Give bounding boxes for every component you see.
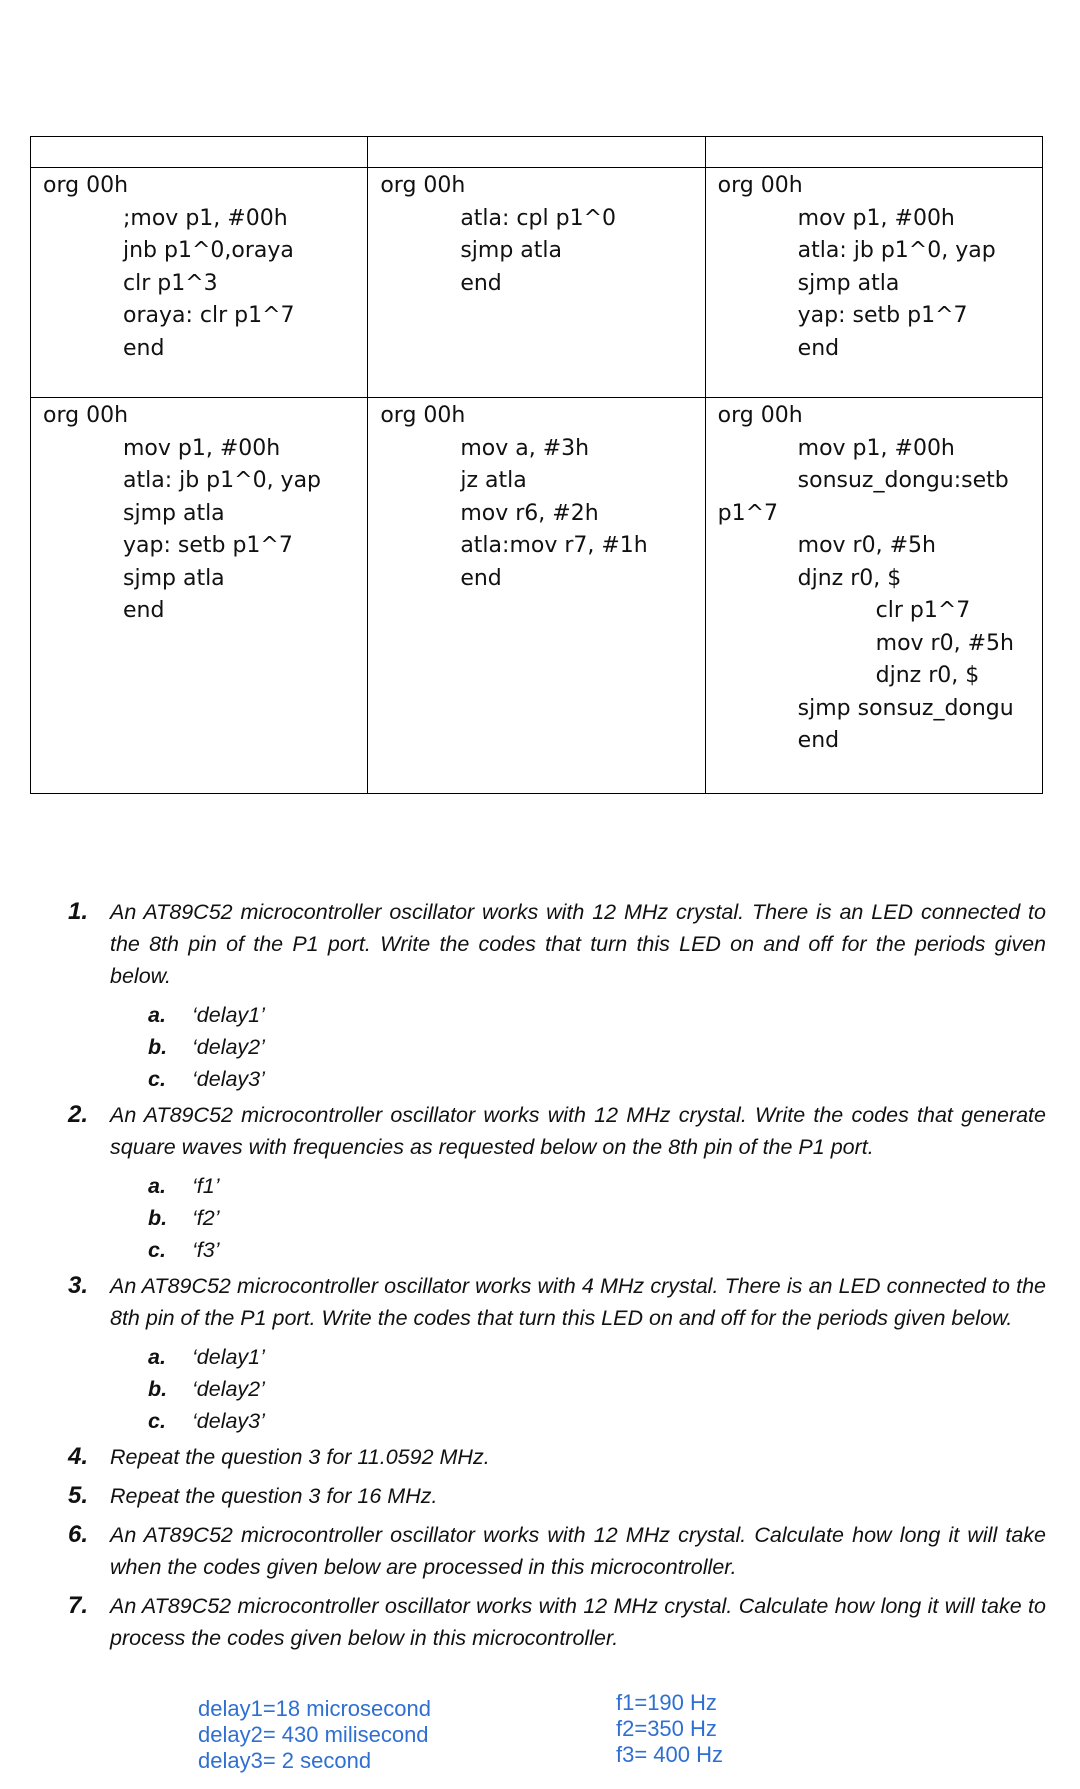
- sub-item-letter: b.: [148, 1035, 168, 1059]
- sub-item-text: ‘delay3’: [192, 1409, 265, 1433]
- question-number: 5.: [68, 1482, 89, 1509]
- code-cell: [368, 168, 705, 398]
- sub-item-letter: c.: [148, 1238, 166, 1262]
- question-item: [64, 1480, 1046, 1512]
- question-text: An AT89C52 microcontroller oscillator works with 12 MHz crystal. Write the codes that generate square waves with frequencies as requested below on the 8th pin of the P1 port.: [110, 1103, 1046, 1159]
- sub-item: [64, 999, 1046, 1031]
- sub-item-text: ‘delay3’: [192, 1067, 265, 1091]
- code-cell: [705, 168, 1042, 398]
- sub-item-list: [64, 999, 1046, 1095]
- code-cell: [31, 168, 368, 398]
- code-line: sjmp sonsuz_dongu: [797, 695, 1014, 721]
- question-number: 3.: [68, 1272, 89, 1299]
- question-item: [64, 1590, 1046, 1654]
- sub-item-text: ‘delay1’: [192, 1003, 265, 1027]
- sub-item-text: ‘f2’: [192, 1206, 220, 1230]
- code-line: sjmp atla: [123, 500, 225, 526]
- delay-value: delay2= 430 milisecond: [198, 1722, 429, 1747]
- code-line: atla: jb p1^0, yap: [123, 468, 322, 493]
- code-line: djnz r0, $: [875, 663, 980, 688]
- code-line: org 00h: [717, 403, 803, 428]
- code-line: end: [797, 335, 840, 361]
- code-line: atla:mov r7, #1h: [460, 533, 648, 558]
- sub-item: [64, 1341, 1046, 1373]
- empty-cell: [31, 137, 368, 168]
- sub-item-list: [64, 1341, 1046, 1437]
- sub-item-letter: a.: [148, 1003, 166, 1027]
- code-line: end: [123, 335, 165, 361]
- code-line: yap: setb p1^7: [797, 303, 968, 328]
- code-line: sjmp atla: [123, 565, 225, 591]
- question-item: [64, 1519, 1046, 1583]
- code-line: end: [797, 728, 840, 753]
- sub-item: [64, 1063, 1046, 1095]
- frequency-value: f2=350 Hz: [616, 1716, 717, 1741]
- sub-item: [64, 1405, 1046, 1437]
- question-number: 6.: [68, 1521, 89, 1548]
- code-line: mov p1, #00h: [123, 435, 281, 461]
- question-list: [64, 896, 1046, 1661]
- sub-item-text: ‘delay2’: [192, 1377, 265, 1401]
- sub-item-text: ‘delay2’: [192, 1035, 265, 1059]
- sub-item: [64, 1031, 1046, 1063]
- sub-item: [64, 1170, 1046, 1202]
- code-table: [30, 136, 1043, 794]
- table-header-row: [31, 137, 1043, 168]
- sub-item-text: ‘f3’: [192, 1238, 220, 1262]
- code-line: end: [123, 598, 165, 623]
- delay-value: delay3= 2 second: [198, 1748, 372, 1773]
- empty-cell: [705, 137, 1042, 168]
- code-line: ;mov p1, #00h: [123, 205, 288, 231]
- table-row: [31, 168, 1043, 398]
- sub-item-list: [64, 1170, 1046, 1266]
- sub-item-letter: b.: [148, 1206, 168, 1230]
- sub-item: [64, 1202, 1046, 1234]
- code-line: clr p1^7: [875, 598, 971, 623]
- code-line: sjmp atla: [460, 238, 562, 263]
- code-line: org 00h: [380, 173, 466, 198]
- question-item: [64, 896, 1046, 992]
- code-line: atla: jb p1^0, yap: [797, 238, 996, 263]
- question-text: An AT89C52 microcontroller oscillator works with 12 MHz crystal. Calculate how long it will take when the codes given below are processed in this microcontroller.: [110, 1523, 1046, 1579]
- code-line: sonsuz_dongu:setb: [797, 468, 1009, 493]
- sub-item-letter: c.: [148, 1409, 166, 1433]
- code-line: jz atla: [460, 468, 527, 493]
- frequency-values: [616, 1690, 723, 1768]
- code-line: end: [460, 565, 502, 591]
- delay-value: delay1=18 microsecond: [198, 1696, 431, 1721]
- code-cell: [368, 398, 705, 794]
- code-line: djnz r0, $: [797, 565, 902, 591]
- sub-item-letter: c.: [148, 1067, 166, 1091]
- question-item: [64, 1099, 1046, 1163]
- code-line: jnb p1^0,oraya: [123, 238, 294, 263]
- code-line: mov r0, #5h: [797, 533, 936, 558]
- table-row: [31, 398, 1043, 794]
- question-number: 1.: [68, 898, 89, 925]
- question-item: [64, 1270, 1046, 1334]
- code-line: p1^7: [717, 500, 779, 526]
- code-line: mov a, #3h: [460, 435, 590, 461]
- question-text: An AT89C52 microcontroller oscillator works with 12 MHz crystal. There is an LED connected to the 8th pin of the P1 port. Write the codes that turn this LED on and off for the periods given below.: [110, 900, 1046, 988]
- code-line: mov r0, #5h: [875, 630, 1014, 656]
- sub-item: [64, 1373, 1046, 1405]
- question-text: Repeat the question 3 for 16 MHz.: [110, 1484, 438, 1508]
- code-line: yap: setb p1^7: [123, 533, 293, 558]
- sub-item: [64, 1234, 1046, 1266]
- code-line: mov r6, #2h: [460, 500, 599, 526]
- frequency-value: f3= 400 Hz: [616, 1742, 724, 1767]
- code-line: mov p1, #00h: [797, 435, 955, 461]
- sub-item-letter: b.: [148, 1377, 168, 1401]
- code-line: atla: cpl p1^0: [460, 205, 616, 231]
- question-number: 7.: [68, 1592, 89, 1619]
- sub-item-text: ‘delay1’: [192, 1345, 265, 1369]
- question-text: An AT89C52 microcontroller oscillator works with 4 MHz crystal. There is an LED connected to the 8th pin of the P1 port. Write the codes that turn this LED on and off for the periods given below.: [110, 1274, 1046, 1330]
- frequency-value: f1=190 Hz: [616, 1690, 717, 1715]
- question-number: 2.: [68, 1101, 89, 1128]
- question-text: Repeat the question 3 for 11.0592 MHz.: [110, 1445, 490, 1469]
- empty-cell: [368, 137, 705, 168]
- code-cell: [705, 398, 1042, 794]
- sub-item-text: ‘f1’: [192, 1174, 220, 1198]
- code-cell: [31, 398, 368, 794]
- code-line: clr p1^3: [123, 270, 218, 296]
- code-line: org 00h: [380, 403, 466, 428]
- question-item: [64, 1441, 1046, 1473]
- code-line: end: [460, 270, 502, 296]
- question-number: 4.: [68, 1443, 89, 1470]
- code-line: org 00h: [717, 173, 803, 198]
- question-text: An AT89C52 microcontroller oscillator works with 12 MHz crystal. Calculate how long it will take to process the codes given below in this microcontroller.: [110, 1594, 1046, 1650]
- code-line: org 00h: [43, 173, 129, 198]
- sub-item-letter: a.: [148, 1345, 166, 1369]
- delay-values: [198, 1696, 431, 1774]
- sub-item-letter: a.: [148, 1174, 166, 1198]
- code-line: sjmp atla: [797, 270, 900, 296]
- code-line: mov p1, #00h: [797, 205, 955, 231]
- code-line: org 00h: [43, 403, 129, 428]
- code-line: oraya: clr p1^7: [123, 303, 295, 328]
